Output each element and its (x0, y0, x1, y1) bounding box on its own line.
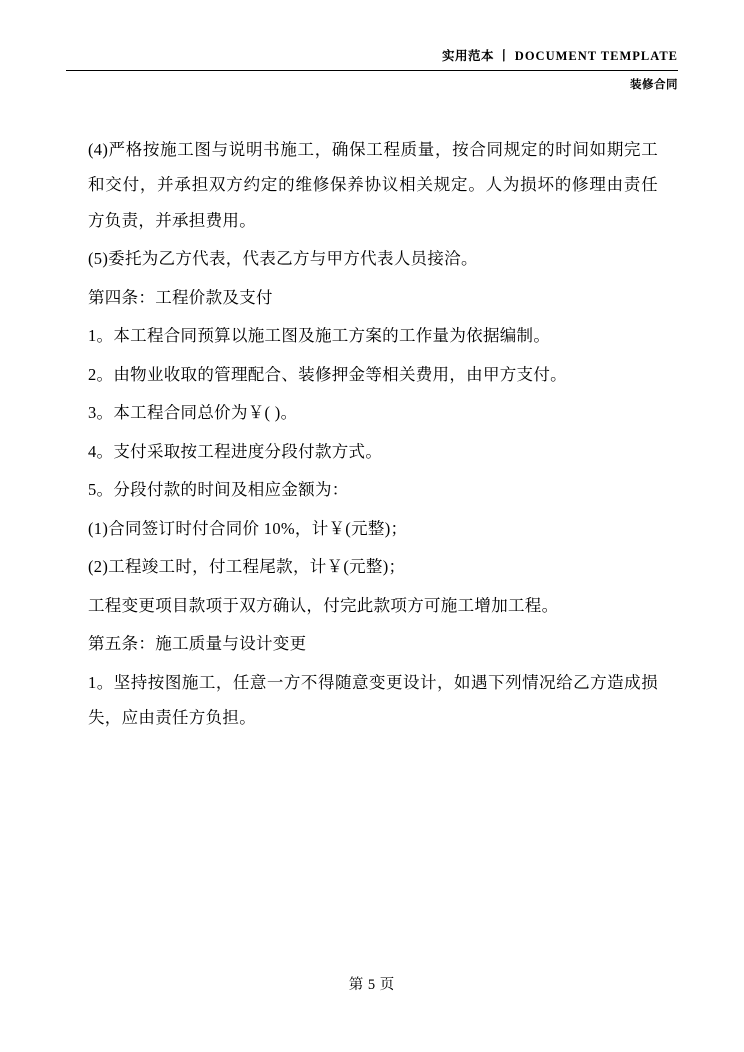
paragraph: (2)工程竣工时，付工程尾款，计￥(元整)； (88, 557, 406, 577)
paragraph: (4)严格按施工图与说明书施工，确保工程质量，按合同规定的时间如期完工和交付，并承担双方约定的维修保养协议相关规定。人为损坏的修理由责任方负责，并承担费用。 (88, 140, 658, 230)
paragraph: 1。坚持按图施工，任意一方不得随意变更设计，如遇下列情况给乙方造成损失，应由责任方负担。 (88, 672, 658, 728)
footer-page-suffix: 页 (379, 977, 396, 993)
footer-page-number: 5 (367, 977, 377, 993)
page-footer (0, 973, 744, 994)
header-label-cn: 实用范本 (442, 49, 495, 63)
paragraph: (5)委托为乙方代表，代表乙方与甲方代表人员接洽。 (88, 249, 478, 269)
header-subtitle: 装修合同 (630, 79, 678, 91)
paragraph: 4。支付采取按工程进度分段付款方式。 (88, 441, 383, 461)
header-label-en: DOCUMENT TEMPLATE (514, 49, 678, 63)
document-body (88, 132, 658, 739)
header-separator: 丨 (497, 49, 512, 63)
paragraph: 2。由物业收取的管理配合、装修押金等相关费用，由甲方支付。 (88, 364, 567, 384)
paragraph: 工程变更项目款项于双方确认，付完此款项方可施工增加工程。 (88, 595, 559, 615)
section-heading: 第四条：工程价款及支付 (88, 287, 273, 307)
page-header (66, 46, 678, 92)
header-divider (66, 70, 678, 71)
footer-page-prefix: 第 (348, 977, 365, 993)
paragraph: 3。本工程合同总价为￥( )。 (88, 403, 298, 423)
section-heading: 第五条：施工质量与设计变更 (88, 634, 307, 654)
paragraph: 1。本工程合同预算以施工图及施工方案的工作量为依据编制。 (88, 326, 551, 346)
paragraph: 5。分段付款的时间及相应金额为： (88, 480, 349, 500)
paragraph: (1)合同签订时付合同价 10%，计￥(元整)； (88, 518, 408, 538)
header-title-row (66, 46, 678, 64)
